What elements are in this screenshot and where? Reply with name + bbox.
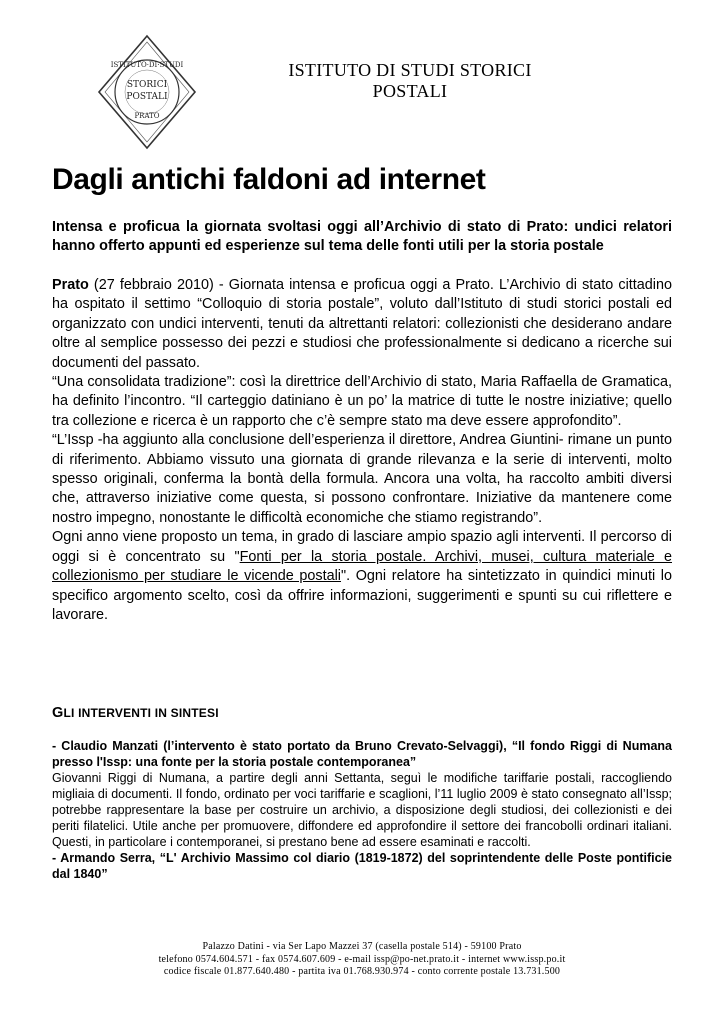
institute-name-line1: ISTITUTO DI STUDI STORICI: [288, 60, 532, 80]
article-body: [52, 276, 672, 625]
intervento-1-body: Giovanni Riggi di Numana, a partire degli anni Settanta, seguì le modifiche tariffarie postali, raccogliendo migliaia di documenti. Il fondo, ordinato per voci tariffarie e scaglioni, l’11 luglio 2009 è stato consegnato all’Issp; potrebbe rappresentare la base per costruire un archivio, a disposizione degli studiosi, dei collezionisti e dei periti filatelici. Utile anche per promuovere, diffondere ed approfondire il settore dei francobolli ordinari italiani. Questi, in particolare i contemporanei, si prestano bene ad essere esaminati e raccolti.: [52, 771, 672, 849]
institute-name-line2: POSTALI: [372, 81, 448, 101]
footer-fiscal: codice fiscale 01.877.640.480 - partita iva 01.768.930.974 - conto corrente postale 13.731.500: [163, 966, 561, 977]
paragraph-4-start: Ogni anno viene proposto un tema, in grado di lasciare ampio spazio agli interventi. Il percorso di oggi si è concentrato su ": [52, 529, 672, 565]
institute-name: [250, 60, 570, 102]
footer-contacts: telefono 0574.604.571 - fax 0574.607.609 - e-mail issp@po-net.prato.it - internet www.issp.po.it: [158, 953, 566, 965]
interventi-list: [52, 738, 672, 882]
paragraph-1: [52, 276, 672, 373]
footer-address: Palazzo Datini - via Ser Lapo Mazzei 37 (casella postale 514) - 59100 Prato: [202, 941, 522, 952]
section-heading-rest: LI INTERVENTI IN SINTESI: [63, 706, 219, 720]
section-heading-initial: G: [52, 705, 64, 721]
paragraph-3: “L’Issp -ha aggiunto alla conclusione dell’esperienza il direttore, Andrea Giuntini- rimane un punto di riferimento. Abbiamo vissuto una giornata di grande rilevanza e la serie di interventi, molto spesso originali, conferma la bontà della formula. Ancora una volta, ha raccolto ambiti diversi che, attraverso iniziative come questa, si possono confrontare. Iniziative da mantenere come nostro impegno, nonostante le difficoltà economiche che stiamo registrando”.: [52, 432, 672, 526]
institute-logo: [97, 34, 197, 150]
article-subtitle: Intensa e proficua la giornata svoltasi oggi all’Archivio di stato di Prato: undici relatori hanno offerto appunti ed esperienze sul tema delle fonti utili per la storia postale: [52, 219, 672, 254]
paragraph-4-end: ". Ogni relatore ha sintetizzato in quindici minuti lo specifico argomento scelto, così da offrire informazioni, suggerimenti e spunti su cui riflettere e lavorare.: [52, 568, 672, 623]
logo-text-postali: POSTALI: [126, 92, 168, 102]
intervento-1-heading: - Claudio Manzati (l’intervento è stato portato da Bruno Crevato-Selvaggi), “Il fondo Riggi di Numana presso l'Issp: una fonte per la storia postale contemporanea”: [52, 739, 672, 769]
page-footer: [62, 941, 662, 979]
logo-text-storici: STORICI: [126, 80, 168, 90]
paragraph-1-text: (27 febbraio 2010) - Giornata intensa e proficua oggi a Prato. L’Archivio di stato cittadino ha ospitato il settimo “Colloquio di storia postale”, voluto dall’Istituto di studi storici postali ed organizzato con undici interventi, tenuti da altrettanti relatori: collezionisti che desiderano andare oltre al semplice possesso dei pezzi e studiosi che professionalmente si dedicano a ricerche sui documenti del passato.: [52, 277, 672, 371]
section-heading: [52, 705, 219, 721]
paragraph-2: “Una consolidata tradizione”: così la direttrice dell’Archivio di stato, Maria Raffaella de Gramatica, ha definito l’incontro. “Il carteggio datiniano è un po’ la matrice di tutte le nostre iniziative; quello tra collezione e ricerca è un rapporto che c’è sempre stato ma deve essere approfondito”.: [52, 374, 672, 429]
intervento-2-heading: - Armando Serra, “L' Archivio Massimo col diario (1819-1872) del soprintendente delle Poste pontificie dal 1840”: [52, 851, 672, 881]
theme-title: Fonti per la storia postale. Archivi, musei, cultura materiale e collezionismo per studiare le vicende postali: [52, 548, 672, 585]
paragraph-4: [52, 528, 672, 625]
article-title: Dagli antichi faldoni ad internet: [52, 163, 486, 196]
logo-text-arc: ISTITUTO·DI·STUDI: [110, 61, 184, 69]
logo-text-prato: PRATO: [134, 112, 160, 120]
place-label: Prato: [52, 277, 89, 293]
